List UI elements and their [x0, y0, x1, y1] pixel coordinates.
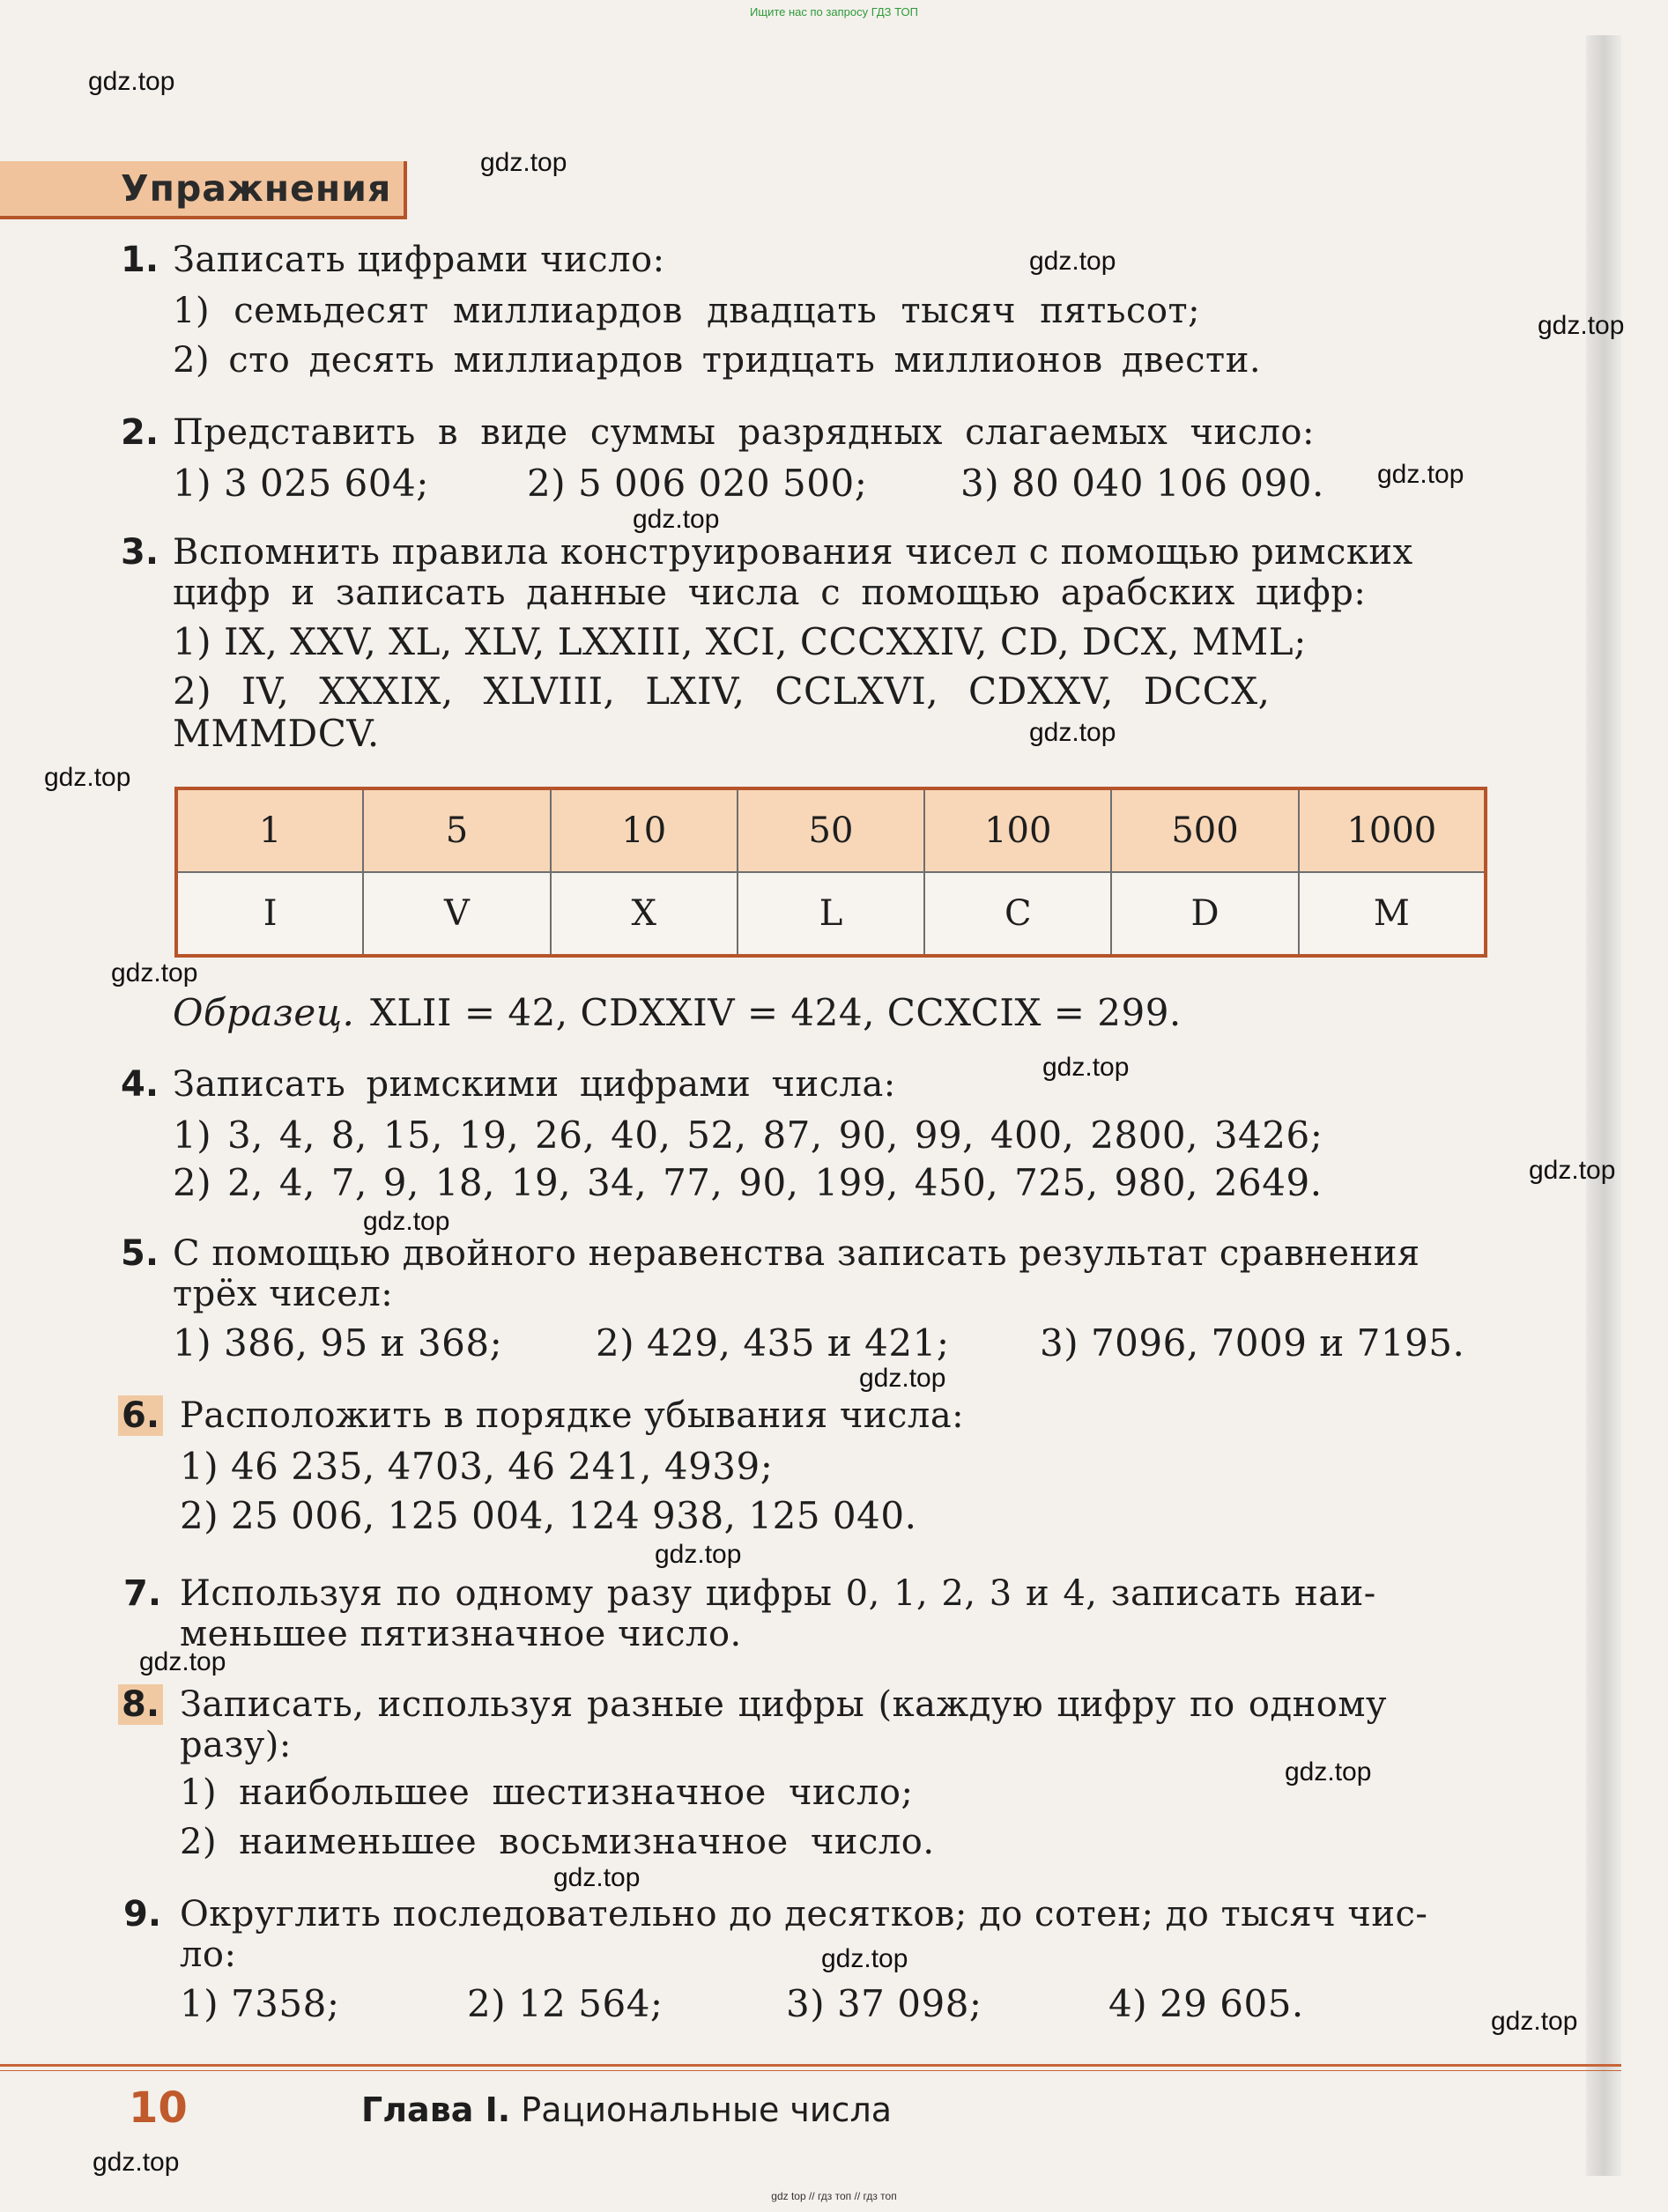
bottom-note: gdz top // гдз топ // гдз топ	[771, 2190, 897, 2202]
exercise-line: MMMDCV.	[173, 712, 380, 755]
exercise-number: 2.	[121, 412, 159, 453]
table-cell: 100	[924, 788, 1111, 872]
exercise-title: Записать римскими цифрами числа:	[173, 1064, 896, 1105]
watermark: gdz.top	[44, 763, 131, 792]
watermark: gdz.top	[1538, 311, 1625, 340]
exercise-number	[118, 1395, 163, 1436]
exercise-line: 2) наименьшее восьмизначное число.	[180, 1822, 935, 1862]
chapter-title	[361, 2090, 892, 2129]
exercise-title: Расположить в порядке убывания числа:	[180, 1395, 965, 1436]
exercise-line: 2) 25 006, 125 004, 124 938, 125 040.	[180, 1494, 917, 1537]
watermark: gdz.top	[1285, 1757, 1372, 1787]
exercise-title-cont: трёх чисел:	[173, 1274, 394, 1314]
table-cell: M	[1299, 872, 1486, 956]
watermark: gdz.top	[1042, 1053, 1130, 1082]
watermark: gdz.top	[139, 1647, 226, 1676]
watermark: gdz.top	[1377, 460, 1464, 489]
exercise-title: Вспомнить правила конструирования чисел с помощью римских	[173, 532, 1413, 573]
exercise-item: 3) 80 040 106 090.	[960, 462, 1324, 505]
table-cell: X	[551, 872, 738, 956]
table-cell: 50	[738, 788, 924, 872]
exercise-line: 1) 46 235, 4703, 46 241, 4939;	[180, 1445, 774, 1488]
exercise-item: 3) 7096, 7009 и 7195.	[1040, 1321, 1465, 1365]
exercise-number: 3.	[121, 532, 159, 573]
exercise-number: 5.	[121, 1233, 159, 1274]
exercise-item: 1) 3 025 604;	[173, 462, 429, 505]
exercise-title: Представить в виде суммы разрядных слагаемых число:	[173, 412, 1315, 453]
sample-text: XLII = 42, CDXXIV = 424, CCXCIX = 299.	[370, 991, 1182, 1034]
exercise-item: 3) 37 098;	[786, 1982, 982, 2025]
watermark: gdz.top	[821, 1944, 908, 1973]
exercise-line: 2) сто десять миллиардов тридцать миллионов двести.	[173, 340, 1262, 381]
exercise-line: 1) семьдесят миллиардов двадцать тысяч пятьсот;	[173, 291, 1201, 331]
exercise-line: 1) IX, XXV, XL, XLV, LXXIII, XCI, CCCXXIV, CD, DCX, MML;	[173, 620, 1307, 663]
exercise-title: Используя по одному разу цифры 0, 1, 2, 3 и 4, записать наи-	[180, 1573, 1376, 1614]
footer-rule	[0, 2070, 1621, 2071]
watermark: gdz.top	[1029, 718, 1116, 747]
exercise-item: 1) 386, 95 и 368;	[173, 1321, 503, 1365]
table-cell: 10	[551, 788, 738, 872]
table-cell: I	[176, 872, 363, 956]
exercise-line: 1) наибольшее шестизначное число;	[180, 1772, 914, 1813]
chapter-label: Глава I.	[361, 2090, 511, 2129]
exercise-line: 2) IV, XXXIX, XLVIII, LXIV, CCLXVI, CDXXV, DCCX,	[173, 670, 1271, 713]
table-row-roman	[176, 872, 1486, 956]
exercise-number-highlight: 8.	[118, 1684, 163, 1725]
exercise-line: 1) 3, 4, 8, 15, 19, 26, 40, 52, 87, 90, 99, 400, 2800, 3426;	[173, 1113, 1323, 1157]
table-row-arabic	[176, 788, 1486, 872]
watermark: gdz.top	[1529, 1156, 1616, 1185]
table-cell: 500	[1111, 788, 1298, 872]
exercise-number-highlight: 6.	[118, 1395, 163, 1436]
sample-label: Образец.	[173, 991, 355, 1034]
exercise-line: 2) 2, 4, 7, 9, 18, 19, 34, 77, 90, 199, 450, 725, 980, 2649.	[173, 1161, 1323, 1204]
watermark: gdz.top	[1491, 2007, 1578, 2036]
top-note: Ищите нас по запросу ГДЗ ТОП	[750, 5, 918, 18]
roman-numerals-table	[174, 787, 1487, 958]
exercise-title: Округлить последовательно до десятков; до сотен; до тысяч чис-	[180, 1894, 1428, 1935]
exercise-number	[118, 1684, 163, 1725]
exercise-title: С помощью двойного неравенства записать результат сравнения	[173, 1233, 1420, 1274]
exercise-title-cont: ло:	[180, 1935, 237, 1975]
watermark: gdz.top	[93, 2148, 180, 2177]
watermark: gdz.top	[553, 1863, 641, 1892]
table-cell: 5	[363, 788, 550, 872]
exercise-item: 2) 5 006 020 500;	[527, 462, 868, 505]
exercise-title-cont: меньшее пятизначное число.	[180, 1614, 742, 1654]
page-number: 10	[129, 2083, 188, 2133]
watermark: gdz.top	[633, 505, 720, 534]
exercise-item: 4) 29 605.	[1108, 1982, 1304, 2025]
exercise-number: 7.	[123, 1573, 162, 1614]
footer-rule	[0, 2064, 1621, 2067]
exercise-title: Записать цифрами число:	[173, 240, 665, 280]
watermark: gdz.top	[859, 1364, 946, 1393]
watermark: gdz.top	[480, 148, 567, 177]
exercise-title: Записать, используя разные цифры (каждую цифру по одному	[180, 1684, 1388, 1725]
page-spine-shadow	[1586, 35, 1621, 2176]
exercise-title-cont: разу):	[180, 1725, 292, 1765]
table-cell: C	[924, 872, 1111, 956]
section-heading: Упражнения	[121, 167, 392, 210]
watermark: gdz.top	[1029, 247, 1116, 276]
watermark: gdz.top	[655, 1540, 742, 1569]
table-cell: V	[363, 872, 550, 956]
exercise-item: 2) 429, 435 и 421;	[596, 1321, 950, 1365]
exercise-number: 4.	[121, 1064, 159, 1105]
watermark: gdz.top	[363, 1207, 450, 1236]
exercise-item: 1) 7358;	[180, 1982, 340, 2025]
exercise-number: 9.	[123, 1894, 162, 1935]
watermark: gdz.top	[111, 958, 198, 988]
table-cell: 1000	[1299, 788, 1486, 872]
table-cell: L	[738, 872, 924, 956]
table-cell: 1	[176, 788, 363, 872]
exercise-title-cont: цифр и записать данные числа с помощью арабских цифр:	[173, 573, 1367, 613]
exercise-number: 1.	[121, 240, 159, 280]
table-cell: D	[1111, 872, 1298, 956]
watermark: gdz.top	[88, 67, 175, 96]
exercise-item: 2) 12 564;	[467, 1982, 663, 2025]
chapter-name: Рациональные числа	[521, 2090, 893, 2129]
